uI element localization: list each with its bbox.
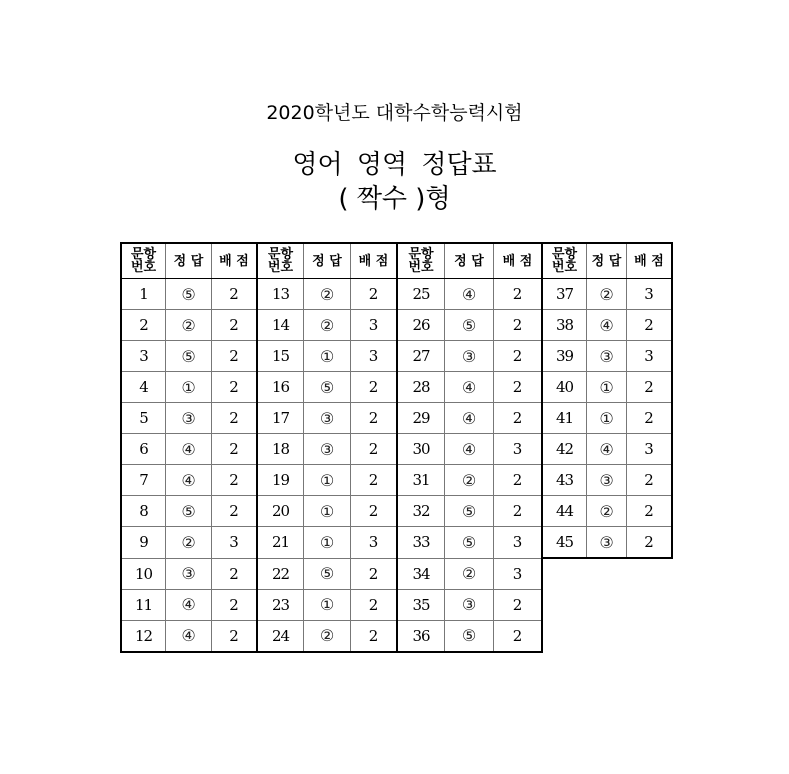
question-number: 2	[121, 310, 166, 341]
column-header-points: 배 점	[494, 243, 543, 279]
question-number: 42	[542, 434, 587, 465]
point-value: 2	[212, 465, 258, 496]
column-header-answer: 정 답	[304, 243, 351, 279]
correct-answer: ④	[166, 434, 212, 465]
correct-answer: ④	[445, 434, 494, 465]
exam-year-title: 2020학년도 대학수학능력시험	[266, 102, 523, 124]
correct-answer: ④	[587, 434, 627, 465]
question-number: 26	[397, 310, 445, 341]
point-value: 2	[212, 279, 258, 310]
question-number: 23	[257, 589, 304, 620]
question-number: 27	[397, 341, 445, 372]
correct-answer: ①	[166, 372, 212, 403]
point-value: 2	[351, 403, 398, 434]
correct-answer: ①	[304, 589, 351, 620]
question-number: 8	[121, 496, 166, 527]
point-value: 2	[212, 434, 258, 465]
point-value: 2	[494, 341, 543, 372]
question-number: 20	[257, 496, 304, 527]
point-value: 3	[627, 341, 673, 372]
correct-answer: ④	[166, 620, 212, 652]
question-number: 32	[397, 496, 445, 527]
point-value: 2	[212, 620, 258, 652]
column-header-points: 배 점	[351, 243, 398, 279]
empty-cell	[542, 620, 587, 652]
question-number: 33	[397, 527, 445, 559]
point-value: 2	[351, 558, 398, 589]
correct-answer: ⑤	[445, 310, 494, 341]
question-number: 18	[257, 434, 304, 465]
question-number: 1	[121, 279, 166, 310]
point-value: 2	[494, 279, 543, 310]
question-number: 43	[542, 465, 587, 496]
column-header-answer: 정 답	[587, 243, 627, 279]
question-number: 5	[121, 403, 166, 434]
point-value: 2	[627, 496, 673, 527]
correct-answer: ③	[304, 403, 351, 434]
correct-answer: ①	[587, 372, 627, 403]
correct-answer: ③	[587, 341, 627, 372]
point-value: 2	[627, 403, 673, 434]
point-value: 2	[212, 341, 258, 372]
point-value: 2	[212, 589, 258, 620]
column-header-answer: 정 답	[166, 243, 212, 279]
question-number: 3	[121, 341, 166, 372]
question-number: 37	[542, 279, 587, 310]
correct-answer: ②	[304, 620, 351, 652]
empty-cell	[542, 589, 587, 620]
question-number: 34	[397, 558, 445, 589]
point-value: 3	[351, 341, 398, 372]
table-row	[121, 558, 672, 589]
question-number: 11	[121, 589, 166, 620]
point-value: 2	[351, 465, 398, 496]
correct-answer: ①	[304, 465, 351, 496]
point-value: 2	[494, 310, 543, 341]
point-value: 2	[212, 372, 258, 403]
correct-answer: ②	[166, 527, 212, 559]
point-value: 2	[351, 496, 398, 527]
column-header-number: 문항 번호	[397, 243, 445, 279]
point-value: 2	[212, 496, 258, 527]
table-row	[121, 372, 672, 403]
question-number: 39	[542, 341, 587, 372]
correct-answer: ③	[445, 341, 494, 372]
answer-key-table	[120, 242, 673, 653]
table-row	[121, 341, 672, 372]
correct-answer: ③	[304, 434, 351, 465]
table-row	[121, 465, 672, 496]
column-header-number: 문항 번호	[542, 243, 587, 279]
point-value: 2	[351, 589, 398, 620]
point-value: 3	[351, 527, 398, 559]
question-number: 6	[121, 434, 166, 465]
table-row	[121, 434, 672, 465]
correct-answer: ⑤	[445, 527, 494, 559]
question-number: 41	[542, 403, 587, 434]
point-value: 2	[212, 558, 258, 589]
correct-answer: ②	[445, 558, 494, 589]
question-number: 13	[257, 279, 304, 310]
correct-answer: ③	[166, 403, 212, 434]
subject-title: 영어 영역 정답표	[292, 150, 497, 180]
question-number: 31	[397, 465, 445, 496]
point-value: 2	[212, 403, 258, 434]
correct-answer: ②	[587, 496, 627, 527]
empty-cell	[627, 589, 673, 620]
correct-answer: ⑤	[304, 372, 351, 403]
table-row	[121, 527, 672, 559]
empty-cell	[587, 620, 627, 652]
table-row	[121, 403, 672, 434]
question-number: 14	[257, 310, 304, 341]
question-number: 16	[257, 372, 304, 403]
question-number: 44	[542, 496, 587, 527]
point-value: 2	[351, 620, 398, 652]
correct-answer: ④	[166, 589, 212, 620]
correct-answer: ⑤	[304, 558, 351, 589]
correct-answer: ④	[587, 310, 627, 341]
question-number: 17	[257, 403, 304, 434]
correct-answer: ①	[304, 496, 351, 527]
column-header-points: 배 점	[627, 243, 673, 279]
correct-answer: ⑤	[445, 496, 494, 527]
correct-answer: ③	[445, 589, 494, 620]
point-value: 2	[627, 310, 673, 341]
point-value: 3	[494, 434, 543, 465]
empty-cell	[587, 558, 627, 589]
correct-answer: ②	[304, 310, 351, 341]
table-row	[121, 496, 672, 527]
question-number: 15	[257, 341, 304, 372]
question-number: 4	[121, 372, 166, 403]
table-row	[121, 589, 672, 620]
question-number: 22	[257, 558, 304, 589]
question-number: 29	[397, 403, 445, 434]
point-value: 2	[627, 527, 673, 559]
point-value: 3	[351, 310, 398, 341]
point-value: 3	[494, 527, 543, 559]
point-value: 3	[212, 527, 258, 559]
question-number: 45	[542, 527, 587, 559]
table-header-row	[121, 243, 672, 279]
point-value: 2	[494, 620, 543, 652]
point-value: 3	[494, 558, 543, 589]
correct-answer: ③	[587, 465, 627, 496]
correct-answer: ④	[445, 403, 494, 434]
column-header-number: 문항 번호	[257, 243, 304, 279]
empty-cell	[587, 589, 627, 620]
table-row	[121, 310, 672, 341]
correct-answer: ①	[304, 341, 351, 372]
correct-answer: ④	[445, 372, 494, 403]
question-number: 21	[257, 527, 304, 559]
empty-cell	[627, 620, 673, 652]
table-row	[121, 279, 672, 310]
correct-answer: ②	[445, 465, 494, 496]
correct-answer: ⑤	[166, 341, 212, 372]
point-value: 2	[627, 465, 673, 496]
point-value: 2	[212, 310, 258, 341]
column-header-answer: 정 답	[445, 243, 494, 279]
question-number: 28	[397, 372, 445, 403]
table-row	[121, 620, 672, 652]
column-header-number: 문항 번호	[121, 243, 166, 279]
question-number: 30	[397, 434, 445, 465]
question-number: 25	[397, 279, 445, 310]
correct-answer: ③	[166, 558, 212, 589]
correct-answer: ④	[166, 465, 212, 496]
point-value: 2	[627, 372, 673, 403]
question-number: 10	[121, 558, 166, 589]
point-value: 2	[351, 279, 398, 310]
correct-answer: ④	[445, 279, 494, 310]
question-number: 36	[397, 620, 445, 652]
form-type-title: ( 짝수 )형	[338, 184, 451, 214]
correct-answer: ⑤	[166, 279, 212, 310]
correct-answer: ②	[166, 310, 212, 341]
point-value: 3	[627, 279, 673, 310]
point-value: 2	[494, 465, 543, 496]
correct-answer: ②	[587, 279, 627, 310]
question-number: 35	[397, 589, 445, 620]
correct-answer: ①	[587, 403, 627, 434]
point-value: 2	[494, 589, 543, 620]
point-value: 2	[351, 434, 398, 465]
point-value: 2	[494, 403, 543, 434]
column-header-points: 배 점	[212, 243, 258, 279]
correct-answer: ③	[587, 527, 627, 559]
point-value: 2	[494, 372, 543, 403]
point-value: 3	[627, 434, 673, 465]
question-number: 24	[257, 620, 304, 652]
question-number: 19	[257, 465, 304, 496]
empty-cell	[542, 558, 587, 589]
question-number: 40	[542, 372, 587, 403]
question-number: 7	[121, 465, 166, 496]
correct-answer: ②	[304, 279, 351, 310]
correct-answer: ⑤	[166, 496, 212, 527]
empty-cell	[627, 558, 673, 589]
point-value: 2	[351, 372, 398, 403]
question-number: 9	[121, 527, 166, 559]
question-number: 38	[542, 310, 587, 341]
correct-answer: ⑤	[445, 620, 494, 652]
question-number: 12	[121, 620, 166, 652]
point-value: 2	[494, 496, 543, 527]
correct-answer: ①	[304, 527, 351, 559]
